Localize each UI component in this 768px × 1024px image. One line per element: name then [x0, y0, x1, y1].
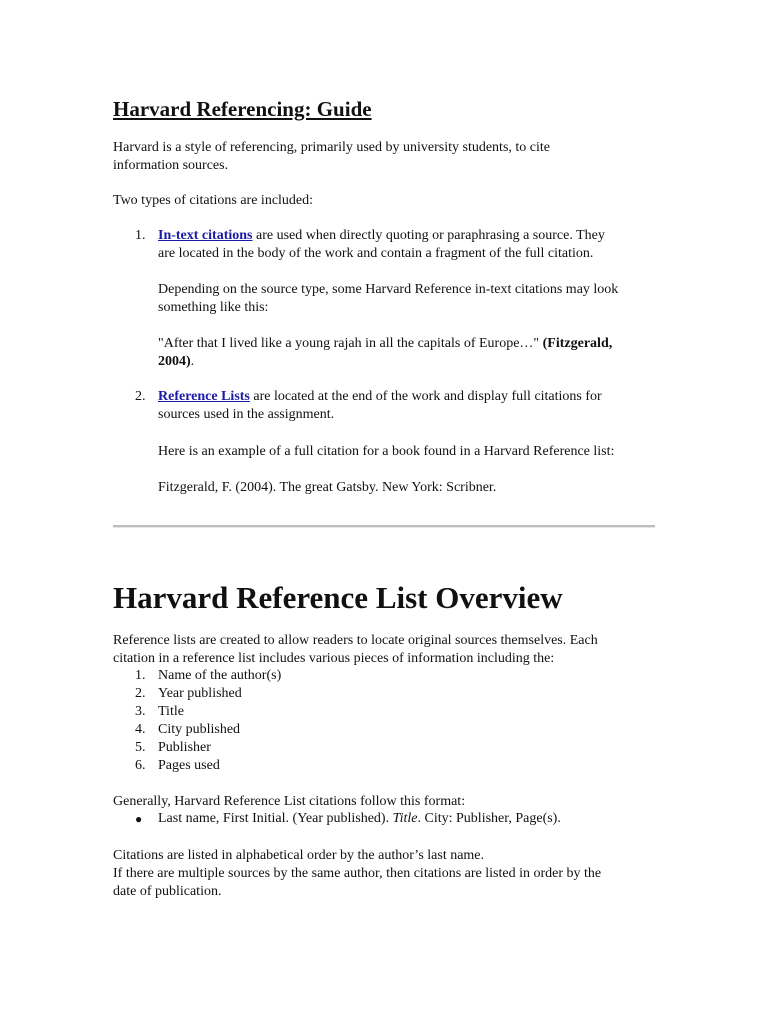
- overview-heading: Harvard Reference List Overview: [113, 580, 563, 615]
- format-intro: Generally, Harvard Reference List citations follow this format:: [113, 794, 466, 809]
- reference-lists-link[interactable]: Reference Lists: [158, 389, 250, 404]
- in-text-citations-link[interactable]: In-text citations: [158, 228, 253, 243]
- alphabetical-note: Citations are listed in alphabetical order by the author’s last name. If there are multiple sources by the same author, then citations are listed in order by the date of publication.: [113, 848, 602, 899]
- in-text-description: In-text citations are used when directly quoting or paraphrasing a source. They are located in the body of the work and contain a fragment of the full citation.: [158, 228, 605, 261]
- two-types-text: Two types of citations are included:: [113, 193, 314, 208]
- example-quote: "After that I lived like a young rajah in all the capitals of Europe…" (Fitzgerald, 2004).: [158, 336, 613, 369]
- overview-intro: Reference lists are created to allow readers to locate original sources themselves. Each citation in a reference list includes various pieces of information including the:: [113, 633, 598, 666]
- bullet-icon: ●: [135, 812, 143, 826]
- guide-heading: Harvard Referencing: Guide: [113, 97, 372, 121]
- list-number-2: 2.: [135, 389, 146, 404]
- list-number-1: 1.: [135, 228, 146, 243]
- example-intro: Here is an example of a full citation for a book found in a Harvard Reference list:: [158, 444, 615, 459]
- example-citation: Fitzgerald, F. (2004). The great Gatsby. New York: Scribner.: [158, 480, 497, 495]
- depending-text: Depending on the source type, some Harvard Reference in-text citations may look something like this:: [158, 282, 619, 315]
- reference-lists-description: Reference Lists are located at the end of the work and display full citations for sources used in the assignment.: [158, 389, 602, 422]
- format-example: Last name, First Initial. (Year published). Title. City: Publisher, Page(s).: [158, 811, 561, 826]
- document-page: Harvard Referencing: Guide Harvard is a style of referencing, primarily used by university students, to cite information sources. Two types of citations are included: 1. In-text citations are used when directly quoting or paraphrasing a source. They are located in the body of the work and contain a fragment of the full citation. Depending on the source type, some Harvard Reference in-text citations may look something like this: "After that I lived like a young rajah in all the capitals of Europe…" (Fitzgerald, 2004). 2. Reference Lists are located at the end of the work and display full citations for sources used in the assignment. Here is an example of a full citation for a book found in a Harvard Reference list: Fitzgerald, F. (2004). The great Gatsby. New York: Scribner. Harvard Reference List Overview Reference lists are created to allow readers to locate original sources themselves. Each citation in a reference list includes various pieces of information including the: 1. Name of the author(s) 2. Year published 3. Title 4. City published 5. Publisher 6. Pages used Generally, Harvard Reference List citations follow this format: ● Last name, First Initial. (Year published). Title. City: Publisher, Page(s). Citations are listed in alphabetical order by the author’s last name. If there are multiple sources by the same author, then citations are listed in order by the date of publication.: [0, 0, 768, 1024]
- horizontal-divider: [113, 525, 655, 528]
- guide-intro: Harvard is a style of referencing, primarily used by university students, to cite information sources.: [113, 140, 550, 173]
